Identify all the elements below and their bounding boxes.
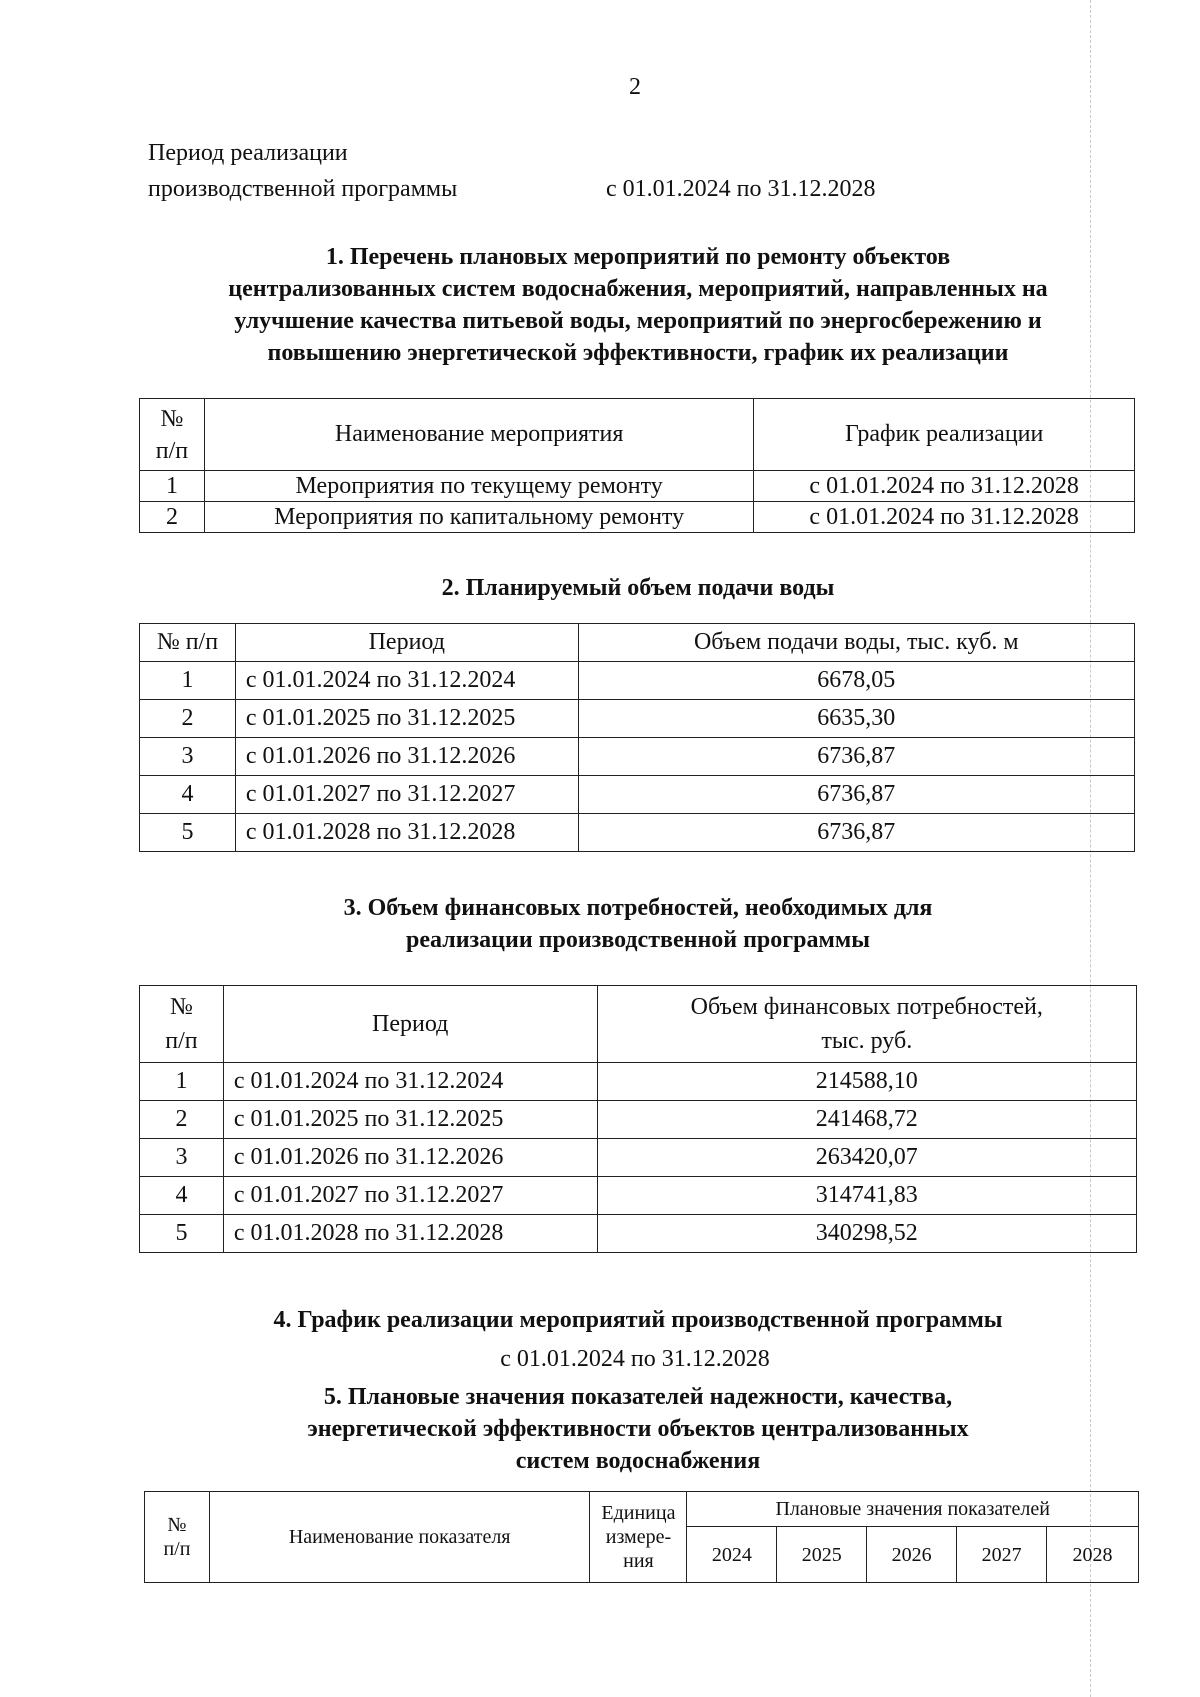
table-row — [140, 662, 1135, 700]
row-volume: 6736,87 — [578, 814, 1134, 852]
section5-title — [138, 1381, 1138, 1477]
num-header: № п/п — [145, 1492, 210, 1583]
row-schedule: с 01.01.2024 по 31.12.2028 — [754, 471, 1135, 502]
year-header: 2026 — [867, 1527, 957, 1583]
row-period: с 01.01.2027 по 31.12.2027 — [235, 776, 578, 814]
volume-header: Объем подачи воды, тыс. куб. м — [578, 624, 1134, 662]
row-period: с 01.01.2025 по 31.12.2025 — [223, 1101, 597, 1139]
row-num: 1 — [140, 471, 205, 502]
row-num: 4 — [140, 776, 236, 814]
section5-title-line1: 5. Плановые значения показателей надежности, качества, — [323, 1384, 953, 1410]
amount-header: Объем финансовых потребностей, тыс. руб. — [597, 986, 1136, 1063]
page-number: 2 — [629, 74, 641, 100]
row-volume: 6736,87 — [578, 776, 1134, 814]
table-row — [140, 1139, 1137, 1177]
num-header: № п/п — [140, 624, 236, 662]
table-row — [140, 738, 1135, 776]
row-period: с 01.01.2024 по 31.12.2024 — [223, 1063, 597, 1101]
table-row — [140, 471, 1135, 502]
period-label-line1: Период реализации — [148, 140, 348, 166]
section1-table — [139, 398, 1135, 533]
section5-title-line3: систем водоснабжения — [515, 1448, 761, 1474]
row-period: с 01.01.2025 по 31.12.2025 — [235, 700, 578, 738]
row-volume: 6678,05 — [578, 662, 1134, 700]
section1-title — [138, 241, 1138, 369]
row-volume: 6736,87 — [578, 738, 1134, 776]
row-volume: 6635,30 — [578, 700, 1134, 738]
section2-title: 2. Планируемый объем подачи воды — [441, 575, 835, 601]
section1-title-line2: централизованных систем водоснабжения, мероприятий, направленных на — [228, 276, 1048, 302]
row-amount: 241468,72 — [597, 1101, 1136, 1139]
table-row — [140, 700, 1135, 738]
row-period: с 01.01.2028 по 31.12.2028 — [223, 1215, 597, 1253]
num-header: № п/п — [140, 986, 224, 1063]
section1-title-line1: 1. Перечень плановых мероприятий по ремонту объектов — [325, 244, 951, 270]
period-header: Период — [235, 624, 578, 662]
row-amount: 314741,83 — [597, 1177, 1136, 1215]
year-header: 2025 — [777, 1527, 867, 1583]
name-header: Наименование мероприятия — [204, 399, 753, 471]
table-row — [140, 1101, 1137, 1139]
section2-table — [139, 623, 1135, 852]
row-period: с 01.01.2026 по 31.12.2026 — [235, 738, 578, 776]
row-num: 5 — [140, 814, 236, 852]
year-header: 2027 — [957, 1527, 1047, 1583]
table-header-row — [145, 1492, 1139, 1527]
row-period: с 01.01.2028 по 31.12.2028 — [235, 814, 578, 852]
table-row — [140, 1177, 1137, 1215]
unit-header: Единица измере- ния — [590, 1492, 687, 1583]
row-num: 2 — [140, 1101, 224, 1139]
table-row — [140, 1063, 1137, 1101]
row-amount: 214588,10 — [597, 1063, 1136, 1101]
row-name: Мероприятия по текущему ремонту — [204, 471, 753, 502]
num-header: № п/п — [140, 399, 205, 471]
table-header-row — [140, 624, 1135, 662]
row-period: с 01.01.2026 по 31.12.2026 — [223, 1139, 597, 1177]
schedule-header: График реализации — [754, 399, 1135, 471]
year-header: 2024 — [687, 1527, 777, 1583]
period-label-line2: производственной программы — [148, 176, 458, 202]
row-schedule: с 01.01.2024 по 31.12.2028 — [754, 502, 1135, 533]
section3-table — [139, 985, 1137, 1253]
table-row — [140, 776, 1135, 814]
section5-title-line2: энергетической эффективности объектов централизованных — [307, 1416, 969, 1442]
row-period: с 01.01.2027 по 31.12.2027 — [223, 1177, 597, 1215]
section4-title: 4. График реализации мероприятий производственной программы — [273, 1307, 1003, 1333]
row-num: 5 — [140, 1215, 224, 1253]
year-header: 2028 — [1047, 1527, 1139, 1583]
section3-title — [138, 892, 1138, 956]
period-header: Период — [223, 986, 597, 1063]
row-num: 1 — [140, 662, 236, 700]
row-num: 1 — [140, 1063, 224, 1101]
period-value: с 01.01.2024 по 31.12.2028 — [606, 176, 876, 202]
section1-title-line4: повышению энергетической эффективности, график их реализации — [267, 340, 1009, 366]
table-row — [140, 1215, 1137, 1253]
section4-period: с 01.01.2024 по 31.12.2028 — [500, 1346, 770, 1372]
table-header-row — [140, 399, 1135, 471]
row-num: 2 — [140, 502, 205, 533]
table-row — [140, 814, 1135, 852]
row-amount: 263420,07 — [597, 1139, 1136, 1177]
section5-table — [144, 1491, 1139, 1583]
indicator-name-header: Наименование показателя — [209, 1492, 590, 1583]
row-num: 4 — [140, 1177, 224, 1215]
row-amount: 340298,52 — [597, 1215, 1136, 1253]
table-header-row — [140, 986, 1137, 1063]
section1-title-line3: улучшение качества питьевой воды, мероприятий по энергосбережению и — [234, 308, 1042, 334]
row-num: 3 — [140, 1139, 224, 1177]
table-row — [140, 502, 1135, 533]
section3-title-line1: 3. Объем финансовых потребностей, необходимых для — [343, 895, 933, 921]
row-num: 2 — [140, 700, 236, 738]
planned-values-header: Плановые значения показателей — [687, 1492, 1139, 1527]
row-period: с 01.01.2024 по 31.12.2024 — [235, 662, 578, 700]
row-num: 3 — [140, 738, 236, 776]
row-name: Мероприятия по капитальному ремонту — [204, 502, 753, 533]
period-label — [148, 135, 457, 207]
section3-title-line2: реализации производственной программы — [406, 927, 870, 953]
